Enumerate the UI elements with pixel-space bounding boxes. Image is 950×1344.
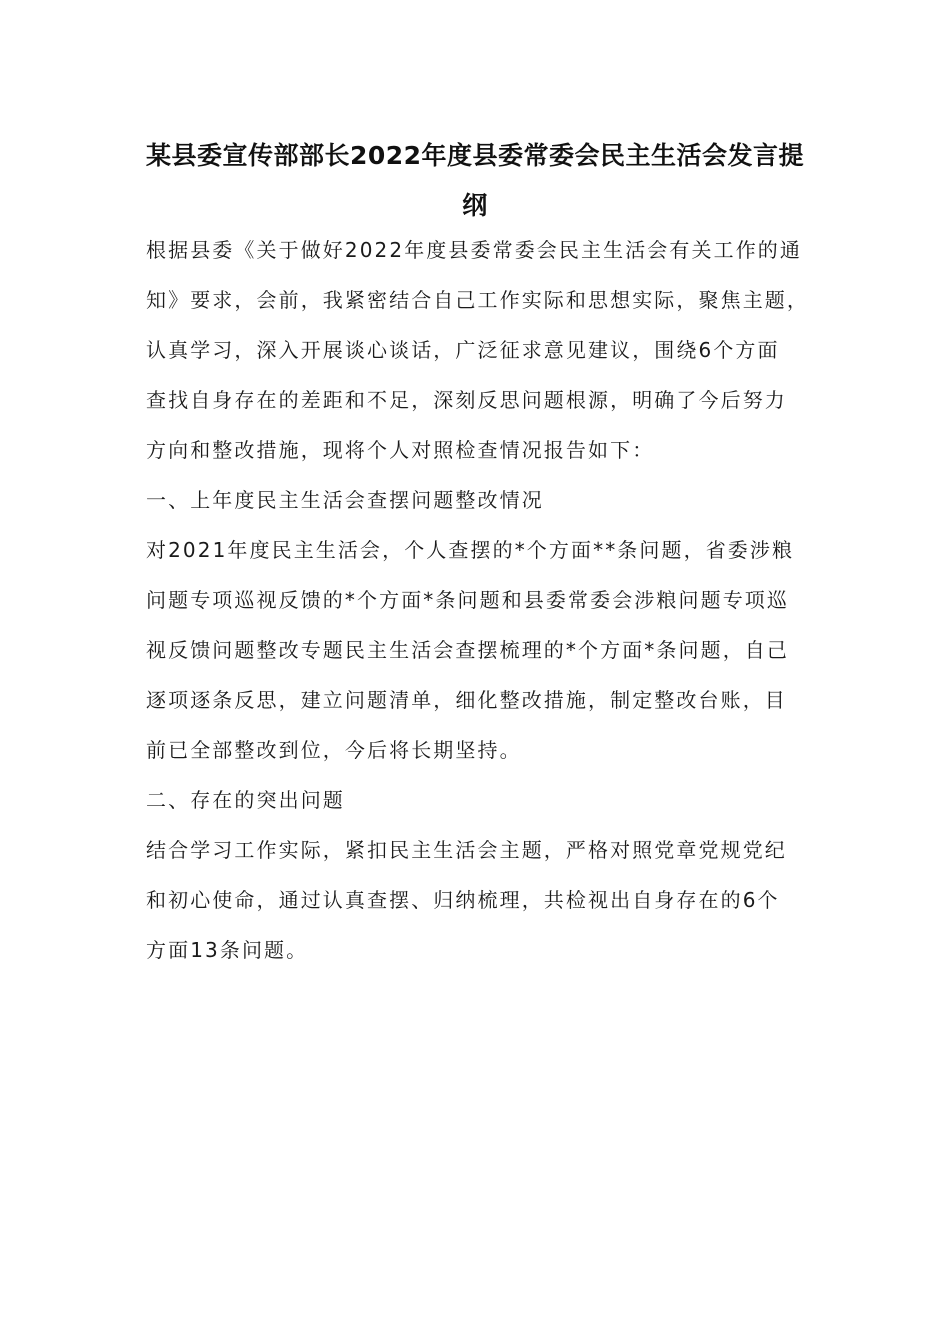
paragraph-intro-line-2: 知》要求，会前，我紧密结合自己工作实际和思想实际，聚焦主题，	[146, 288, 809, 312]
paragraph-section1-line-4: 逐项逐条反思，建立问题清单，细化整改措施，制定整改台账，目	[146, 688, 787, 712]
document-title-line-2: 纲	[462, 191, 488, 220]
paragraph-section2-line-2: 和初心使命，通过认真查摆、归纳梳理，共检视出自身存在的6个	[146, 888, 780, 912]
paragraph-section1-line-5: 前已全部整改到位，今后将长期坚持。	[146, 738, 522, 762]
paragraph-intro-line-5: 方向和整改措施，现将个人对照检查情况报告如下：	[146, 438, 655, 462]
paragraph-intro-line-4: 查找自身存在的差距和不足，深刻反思问题根源，明确了今后努力	[146, 388, 787, 412]
paragraph-section1-line-3: 视反馈问题整改专题民主生活会查摆梳理的*个方面*条问题，自己	[146, 638, 789, 662]
paragraph-section2-line-3: 方面13条问题。	[146, 938, 309, 962]
paragraph-intro-line-3: 认真学习，深入开展谈心谈话，广泛征求意见建议，围绕6个方面	[146, 338, 780, 362]
paragraph-section1-line-1: 对2021年度民主生活会，个人查摆的*个方面**条问题，省委涉粮	[146, 538, 795, 562]
paragraph-section2-line-1: 结合学习工作实际，紧扣民主生活会主题，严格对照党章党规党纪	[146, 838, 787, 862]
section-heading-1: 一、上年度民主生活会查摆问题整改情况	[146, 488, 544, 512]
paragraph-section1-line-2: 问题专项巡视反馈的*个方面*条问题和县委常委会涉粮问题专项巡	[146, 588, 789, 612]
section-heading-2: 二、存在的突出问题	[146, 788, 345, 812]
document-title-line-1: 某县委宣传部部长2022年度县委常委会民主生活会发言提	[145, 141, 805, 170]
paragraph-intro-line-1: 根据县委《关于做好2022年度县委常委会民主生活会有关工作的通	[146, 238, 802, 262]
